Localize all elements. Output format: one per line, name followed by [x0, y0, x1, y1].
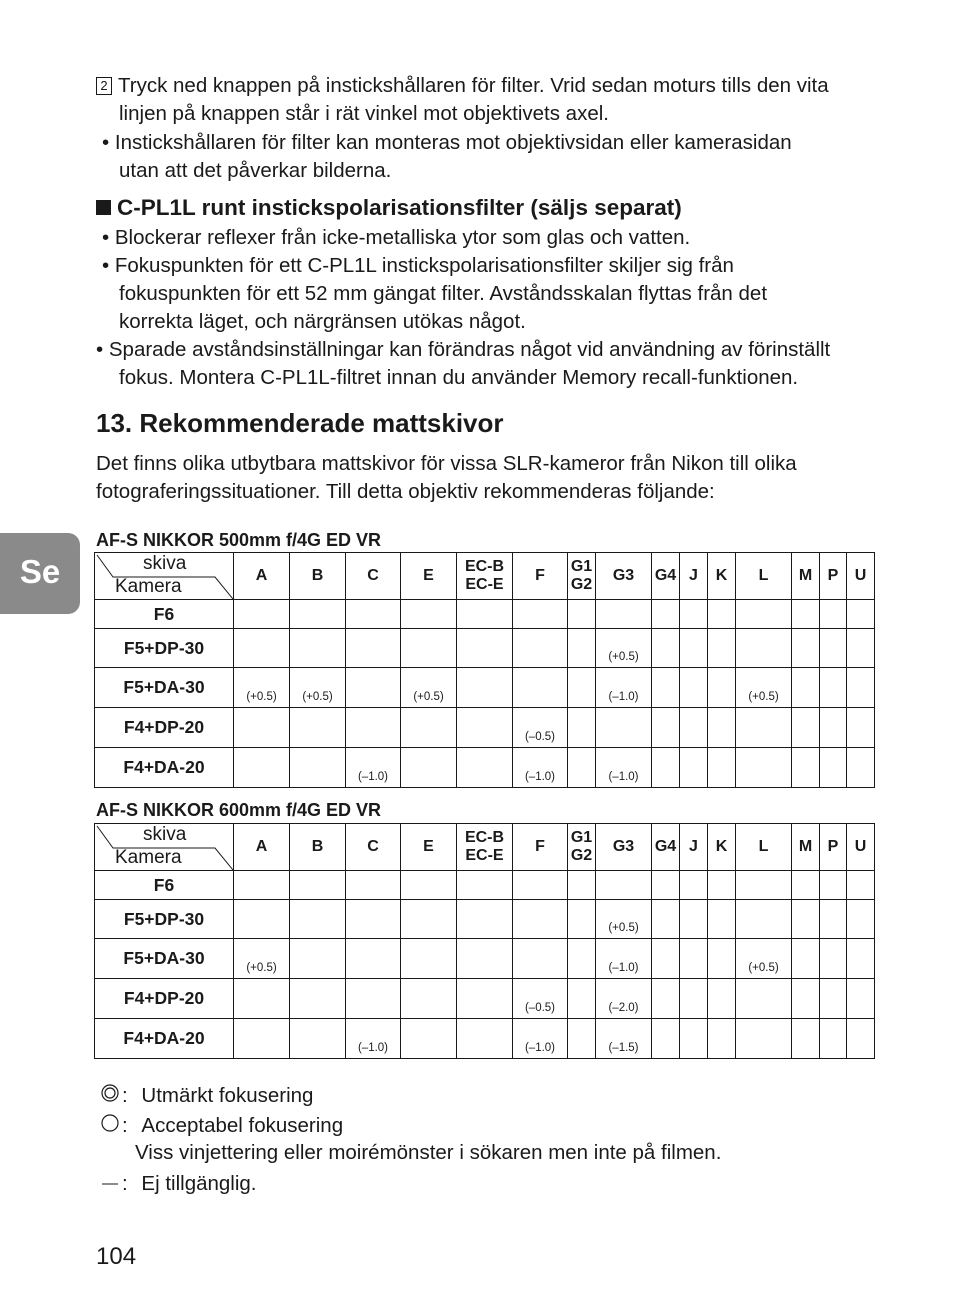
table-cell — [736, 600, 792, 629]
table-cell — [652, 1019, 680, 1059]
table-cell — [457, 871, 513, 900]
table-cell — [401, 600, 457, 629]
corner-label-camera: Kamera — [115, 847, 182, 868]
pl-bullet-1: • Blockerar reflexer från icke-metalliska ytor som glas och vatten. — [102, 226, 691, 249]
table-cell — [513, 629, 568, 668]
table-corner-cell — [95, 553, 234, 600]
table-cell — [736, 871, 792, 900]
table-cell — [401, 979, 457, 1019]
column-header: K — [708, 824, 736, 871]
table-cell: (–0.5) — [513, 708, 568, 748]
column-header-part: G1 — [570, 829, 593, 846]
column-header: M — [792, 553, 820, 600]
table-row — [95, 668, 875, 708]
table-cell — [652, 748, 680, 788]
language-tab — [0, 533, 80, 614]
table-cell — [568, 871, 596, 900]
column-header: A — [234, 824, 290, 871]
column-header: G4 — [652, 824, 680, 871]
table-cell — [708, 900, 736, 939]
camera-label: F4+DP-20 — [95, 708, 234, 748]
table-cell — [290, 748, 346, 788]
table-cell — [736, 979, 792, 1019]
square-bullet-icon — [96, 200, 111, 215]
table-cell — [346, 629, 401, 668]
table-row — [95, 629, 875, 668]
column-header: G3 — [596, 824, 652, 871]
section-intro-line-1: Det finns olika utbytbara mattskivor för vissa SLR-kameror från Nikon till olika — [96, 452, 797, 475]
bullet-holder-line-2: utan att det påverkar bilderna. — [119, 159, 392, 182]
camera-label: F5+DA-30 — [95, 939, 234, 979]
table-cell — [457, 668, 513, 708]
table-cell — [568, 939, 596, 979]
table-cell — [290, 871, 346, 900]
table-row — [95, 900, 875, 939]
column-header: B — [290, 824, 346, 871]
table-cell — [736, 629, 792, 668]
focusing-screen-table-600mm — [94, 823, 875, 1059]
table-cell — [680, 668, 708, 708]
column-header: A — [234, 553, 290, 600]
bullet-holder-line-1: • Instickshållaren för filter kan monteras mot objektivsidan eller kamerasidan — [102, 131, 792, 154]
table-cell — [346, 600, 401, 629]
dash-icon — [98, 1170, 122, 1198]
legend-sep: : — [122, 1114, 128, 1137]
table-cell — [346, 871, 401, 900]
table-cell — [290, 708, 346, 748]
table-cell — [736, 1019, 792, 1059]
table-cell — [513, 668, 568, 708]
table-row — [95, 1019, 875, 1059]
table-cell: (–1.5) — [596, 1019, 652, 1059]
table-cell — [457, 1019, 513, 1059]
table-cell — [708, 708, 736, 748]
table-cell — [401, 748, 457, 788]
table-row — [95, 871, 875, 900]
legend-excellent-text: Utmärkt fokusering — [141, 1084, 314, 1107]
column-header: G3 — [596, 553, 652, 600]
table-cell — [290, 629, 346, 668]
table-cell — [708, 979, 736, 1019]
step-2 — [96, 72, 896, 100]
table-cell — [847, 979, 875, 1019]
table-cell — [457, 600, 513, 629]
table-cell — [792, 979, 820, 1019]
pl-bullet-3-line-2: fokus. Montera C-PL1L-filtret innan du använder Memory recall-funktionen. — [119, 366, 799, 389]
column-header-part: EC-B — [464, 558, 505, 575]
column-header: E — [401, 824, 457, 871]
corner-label-camera: Kamera — [115, 576, 182, 597]
column-header: K — [708, 553, 736, 600]
table-cell — [708, 871, 736, 900]
camera-label: F5+DA-30 — [95, 668, 234, 708]
table-cell — [708, 1019, 736, 1059]
table-cell — [234, 900, 290, 939]
table-cell — [820, 939, 847, 979]
table-cell — [820, 600, 847, 629]
pl-heading — [96, 193, 682, 223]
table-cell — [736, 900, 792, 939]
table-cell — [820, 871, 847, 900]
table-cell — [792, 900, 820, 939]
language-tab-label: Se — [19, 553, 61, 590]
table-cell — [847, 871, 875, 900]
legend-sep: : — [122, 1084, 128, 1107]
table-cell — [290, 1019, 346, 1059]
table-cell — [847, 708, 875, 748]
table-cell — [234, 871, 290, 900]
table-cell — [680, 939, 708, 979]
table-cell — [708, 629, 736, 668]
column-header: M — [792, 824, 820, 871]
column-header: L — [736, 824, 792, 871]
table-cell — [596, 871, 652, 900]
table-cell — [290, 939, 346, 979]
table-cell — [568, 668, 596, 708]
table-cell: (–1.0) — [346, 748, 401, 788]
legend-acceptable-text: Acceptabel fokusering — [141, 1114, 344, 1137]
table-cell: (–1.0) — [513, 1019, 568, 1059]
table-header-row — [95, 553, 875, 600]
table-cell — [652, 708, 680, 748]
table-cell — [234, 600, 290, 629]
table-cell — [792, 708, 820, 748]
table-cell — [736, 708, 792, 748]
table-cell — [708, 600, 736, 629]
pl-heading-text: C-PL1L runt instickspolarisationsfilter (säljs separat) — [117, 195, 682, 220]
table-cell — [820, 1019, 847, 1059]
step-2-line-1: Tryck ned knappen på instickshållaren för filter. Vrid sedan moturs tills den vita — [118, 74, 829, 97]
table-cell — [652, 871, 680, 900]
column-header: B — [290, 553, 346, 600]
table-cell — [820, 668, 847, 708]
column-header: C — [346, 824, 401, 871]
table-cell — [792, 668, 820, 708]
circle-icon — [98, 1112, 122, 1140]
table-cell — [457, 748, 513, 788]
table-cell — [680, 900, 708, 939]
page-number: 104 — [96, 1243, 137, 1270]
table-cell — [680, 748, 708, 788]
table-cell — [234, 748, 290, 788]
pl-bullet-2-line-3: korrekta läget, och närgränsen utökas något. — [119, 310, 526, 333]
table-cell — [457, 629, 513, 668]
table-cell — [680, 600, 708, 629]
table-cell — [792, 871, 820, 900]
table-2-title: AF-S NIKKOR 600mm f/4G ED VR — [96, 800, 382, 820]
column-header-part: G1 — [570, 558, 593, 575]
table-cell — [847, 939, 875, 979]
table-cell — [820, 748, 847, 788]
column-header: P — [820, 824, 847, 871]
table-cell: (+0.5) — [736, 668, 792, 708]
table-cell — [568, 979, 596, 1019]
table-cell: (+0.5) — [234, 939, 290, 979]
table-cell — [401, 1019, 457, 1059]
table-cell — [792, 600, 820, 629]
column-header-part: EC-E — [465, 847, 504, 864]
table-cell — [457, 939, 513, 979]
pl-bullet-2-line-2: fokuspunkten för ett 52 mm gängat filter. Avståndsskalan flyttas från det — [119, 282, 768, 305]
table-cell — [847, 600, 875, 629]
table-cell — [820, 629, 847, 668]
table-cell — [596, 708, 652, 748]
table-cell — [792, 748, 820, 788]
table-cell — [847, 668, 875, 708]
table-cell — [234, 1019, 290, 1059]
table-header-row — [95, 824, 875, 871]
legend-na — [98, 1170, 257, 1198]
table-cell — [680, 871, 708, 900]
table-cell — [736, 748, 792, 788]
table-cell — [513, 939, 568, 979]
table-cell — [234, 979, 290, 1019]
table-cell — [708, 748, 736, 788]
legend-acceptable — [98, 1112, 343, 1140]
table-corner-cell — [95, 824, 234, 871]
camera-label: F4+DP-20 — [95, 979, 234, 1019]
table-cell — [234, 629, 290, 668]
table-cell — [290, 600, 346, 629]
section-intro-line-2: fotograferingssituationer. Till detta objektiv rekommenderas följande: — [96, 480, 715, 503]
column-header: P — [820, 553, 847, 600]
column-header-part: EC-E — [465, 576, 504, 593]
table-cell — [346, 939, 401, 979]
column-header-part: EC-B — [464, 829, 505, 846]
table-cell: (+0.5) — [596, 629, 652, 668]
table-cell — [680, 979, 708, 1019]
column-header: J — [680, 553, 708, 600]
column-header: F — [513, 553, 568, 600]
table-cell: (–0.5) — [513, 979, 568, 1019]
table-cell — [847, 900, 875, 939]
table-cell — [820, 900, 847, 939]
pl-bullet-3-line-1: • Sparade avståndsinställningar kan förändras något vid användning av förinställt — [96, 338, 831, 361]
table-cell — [792, 1019, 820, 1059]
table-cell — [652, 979, 680, 1019]
table-cell — [596, 600, 652, 629]
table-cell — [820, 979, 847, 1019]
table-cell — [346, 708, 401, 748]
step-number: 2 — [96, 77, 112, 95]
table-cell — [708, 668, 736, 708]
table-cell — [680, 708, 708, 748]
table-row — [95, 979, 875, 1019]
camera-label: F4+DA-20 — [95, 748, 234, 788]
table-cell — [680, 629, 708, 668]
table-cell: (–2.0) — [596, 979, 652, 1019]
table-cell — [513, 600, 568, 629]
table-cell: (+0.5) — [234, 668, 290, 708]
pl-bullet-2-line-1: • Fokuspunkten för ett C-PL1L instickspolarisationsfilter skiljer sig från — [102, 254, 734, 277]
table-cell — [652, 668, 680, 708]
table-cell: (–1.0) — [596, 939, 652, 979]
table-cell: (–1.0) — [346, 1019, 401, 1059]
camera-label: F6 — [95, 600, 234, 629]
table-cell — [792, 629, 820, 668]
table-cell — [290, 979, 346, 1019]
corner-label-screen: skiva — [143, 824, 187, 845]
table-row — [95, 600, 875, 629]
table-cell — [652, 600, 680, 629]
corner-label-screen: skiva — [143, 553, 187, 574]
table-cell — [568, 900, 596, 939]
table-cell: (–1.0) — [596, 668, 652, 708]
table-cell — [568, 708, 596, 748]
section-title: 13. Rekommenderade mattskivor — [96, 408, 504, 438]
table-cell — [401, 939, 457, 979]
focusing-screen-table-500mm — [94, 552, 875, 788]
camera-label: F5+DP-30 — [95, 629, 234, 668]
camera-label: F4+DA-20 — [95, 1019, 234, 1059]
legend-acceptable-note: Viss vinjettering eller moirémönster i sökaren men inte på filmen. — [135, 1141, 722, 1164]
column-header: C — [346, 553, 401, 600]
table-cell — [568, 629, 596, 668]
table-cell — [401, 871, 457, 900]
table-cell: (–1.0) — [596, 748, 652, 788]
column-header-part: G2 — [570, 847, 593, 864]
table-cell: (+0.5) — [596, 900, 652, 939]
table-row — [95, 939, 875, 979]
table-cell — [652, 939, 680, 979]
table-cell — [708, 939, 736, 979]
table-cell — [513, 871, 568, 900]
step-2-line-2: linjen på knappen står i rät vinkel mot objektivets axel. — [119, 102, 609, 125]
table-cell — [652, 629, 680, 668]
table-cell — [847, 748, 875, 788]
table-1-title: AF-S NIKKOR 500mm f/4G ED VR — [96, 530, 382, 550]
table-cell — [568, 600, 596, 629]
table-cell: (+0.5) — [290, 668, 346, 708]
legend-na-text: Ej tillgänglig. — [141, 1172, 257, 1195]
column-header — [457, 824, 513, 871]
table-cell — [820, 708, 847, 748]
table-cell — [346, 668, 401, 708]
table-cell — [652, 900, 680, 939]
legend-excellent — [98, 1082, 313, 1110]
column-header: U — [847, 553, 875, 600]
table-cell — [346, 979, 401, 1019]
table-cell — [346, 900, 401, 939]
column-header-part: G2 — [570, 576, 593, 593]
column-header — [568, 824, 596, 871]
table-cell — [457, 708, 513, 748]
table-cell — [290, 900, 346, 939]
table-cell — [680, 1019, 708, 1059]
legend-sep: : — [122, 1172, 128, 1195]
column-header: L — [736, 553, 792, 600]
table-cell: (+0.5) — [736, 939, 792, 979]
column-header: E — [401, 553, 457, 600]
table-cell — [513, 900, 568, 939]
camera-label: F6 — [95, 871, 234, 900]
table-cell: (–1.0) — [513, 748, 568, 788]
table-cell — [457, 979, 513, 1019]
table-cell — [792, 939, 820, 979]
table-row — [95, 748, 875, 788]
table-cell — [568, 1019, 596, 1059]
table-cell — [234, 708, 290, 748]
column-header: J — [680, 824, 708, 871]
table-cell: (+0.5) — [401, 668, 457, 708]
column-header: G4 — [652, 553, 680, 600]
table-cell — [401, 708, 457, 748]
table-cell — [457, 900, 513, 939]
table-row — [95, 708, 875, 748]
double-circle-icon — [98, 1082, 122, 1110]
column-header — [457, 553, 513, 600]
table-cell — [568, 748, 596, 788]
table-cell — [847, 1019, 875, 1059]
table-cell — [847, 629, 875, 668]
table-cell — [401, 900, 457, 939]
column-header: U — [847, 824, 875, 871]
column-header — [568, 553, 596, 600]
column-header: F — [513, 824, 568, 871]
table-cell — [401, 629, 457, 668]
camera-label: F5+DP-30 — [95, 900, 234, 939]
